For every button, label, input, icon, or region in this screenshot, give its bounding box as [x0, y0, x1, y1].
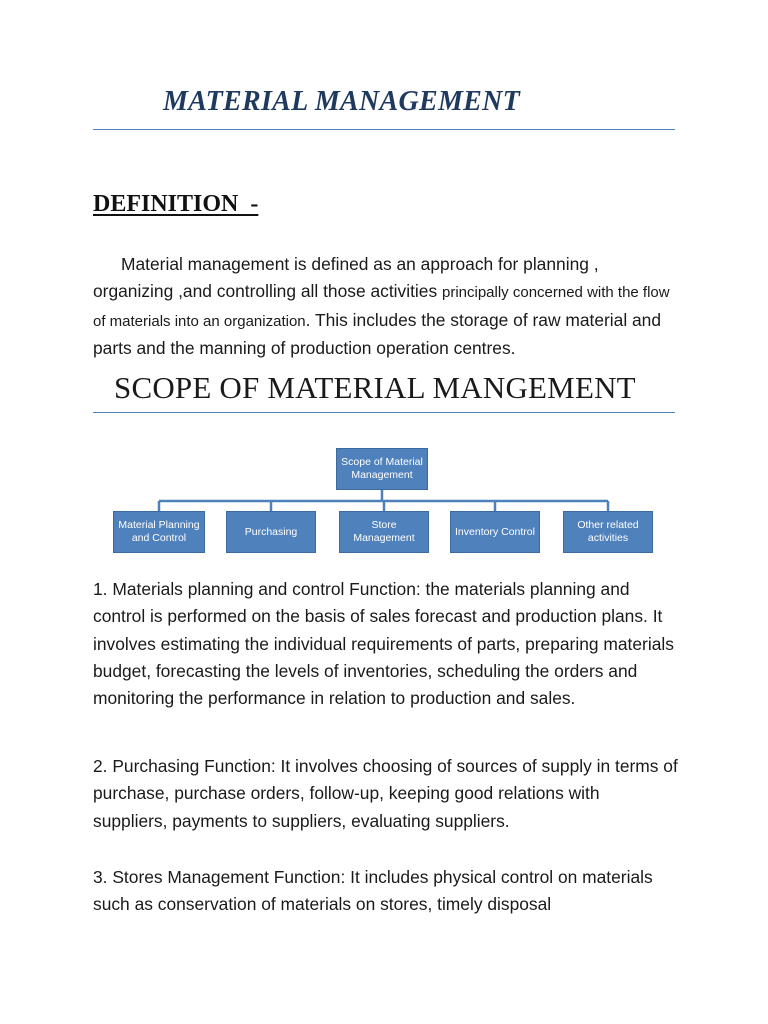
- paragraph-stores-management: 3. Stores Management Function: It includes physical control on materials such as conservation of materials on stores, timely disposal: [93, 867, 653, 915]
- definition-heading: DEFINITION -: [93, 191, 259, 217]
- paragraph-materials-planning: 1. Materials planning and control Function: the materials planning and control is performed on the basis of sales forecast and production plans. It involves estimating the individual requirements of parts, preparing materials budget, forecasting the levels of inventories, scheduling the orders and monitoring the performance in relation to production and sales.: [93, 579, 674, 709]
- definition-text-small: principally concerned with the flow of materials into an organization: [93, 284, 670, 330]
- chart-root-box: Scope of Material Management: [336, 448, 428, 490]
- definition-text-part2: . This includes the storage of raw material and parts and the manning of production operation centres.: [93, 309, 662, 358]
- chart-box-inventory-control: Inventory Control: [450, 511, 540, 553]
- title-divider: [93, 129, 675, 130]
- chart-box-store-management: Store Management: [339, 511, 429, 553]
- scope-divider: [93, 412, 675, 413]
- scope-heading: SCOPE OF MATERIAL MANGEMENT: [114, 370, 636, 405]
- page-title: MATERIAL MANAGEMENT: [163, 86, 521, 117]
- definition-paragraph: [93, 251, 678, 362]
- chart-box-material-planning: Material Planning and Control: [113, 511, 205, 553]
- definition-text-part1: Material management is defined as an approach for planning , organizing ,and controlling all those activities: [93, 254, 599, 302]
- chart-box-other-activities: Other related activities: [563, 511, 653, 553]
- chart-box-purchasing: Purchasing: [226, 511, 316, 553]
- paragraph-purchasing: 2. Purchasing Function: It involves choosing of sources of supply in terms of purchase, purchase orders, follow-up, keeping good relations with suppliers, payments to suppliers, evaluating suppliers.: [93, 756, 678, 831]
